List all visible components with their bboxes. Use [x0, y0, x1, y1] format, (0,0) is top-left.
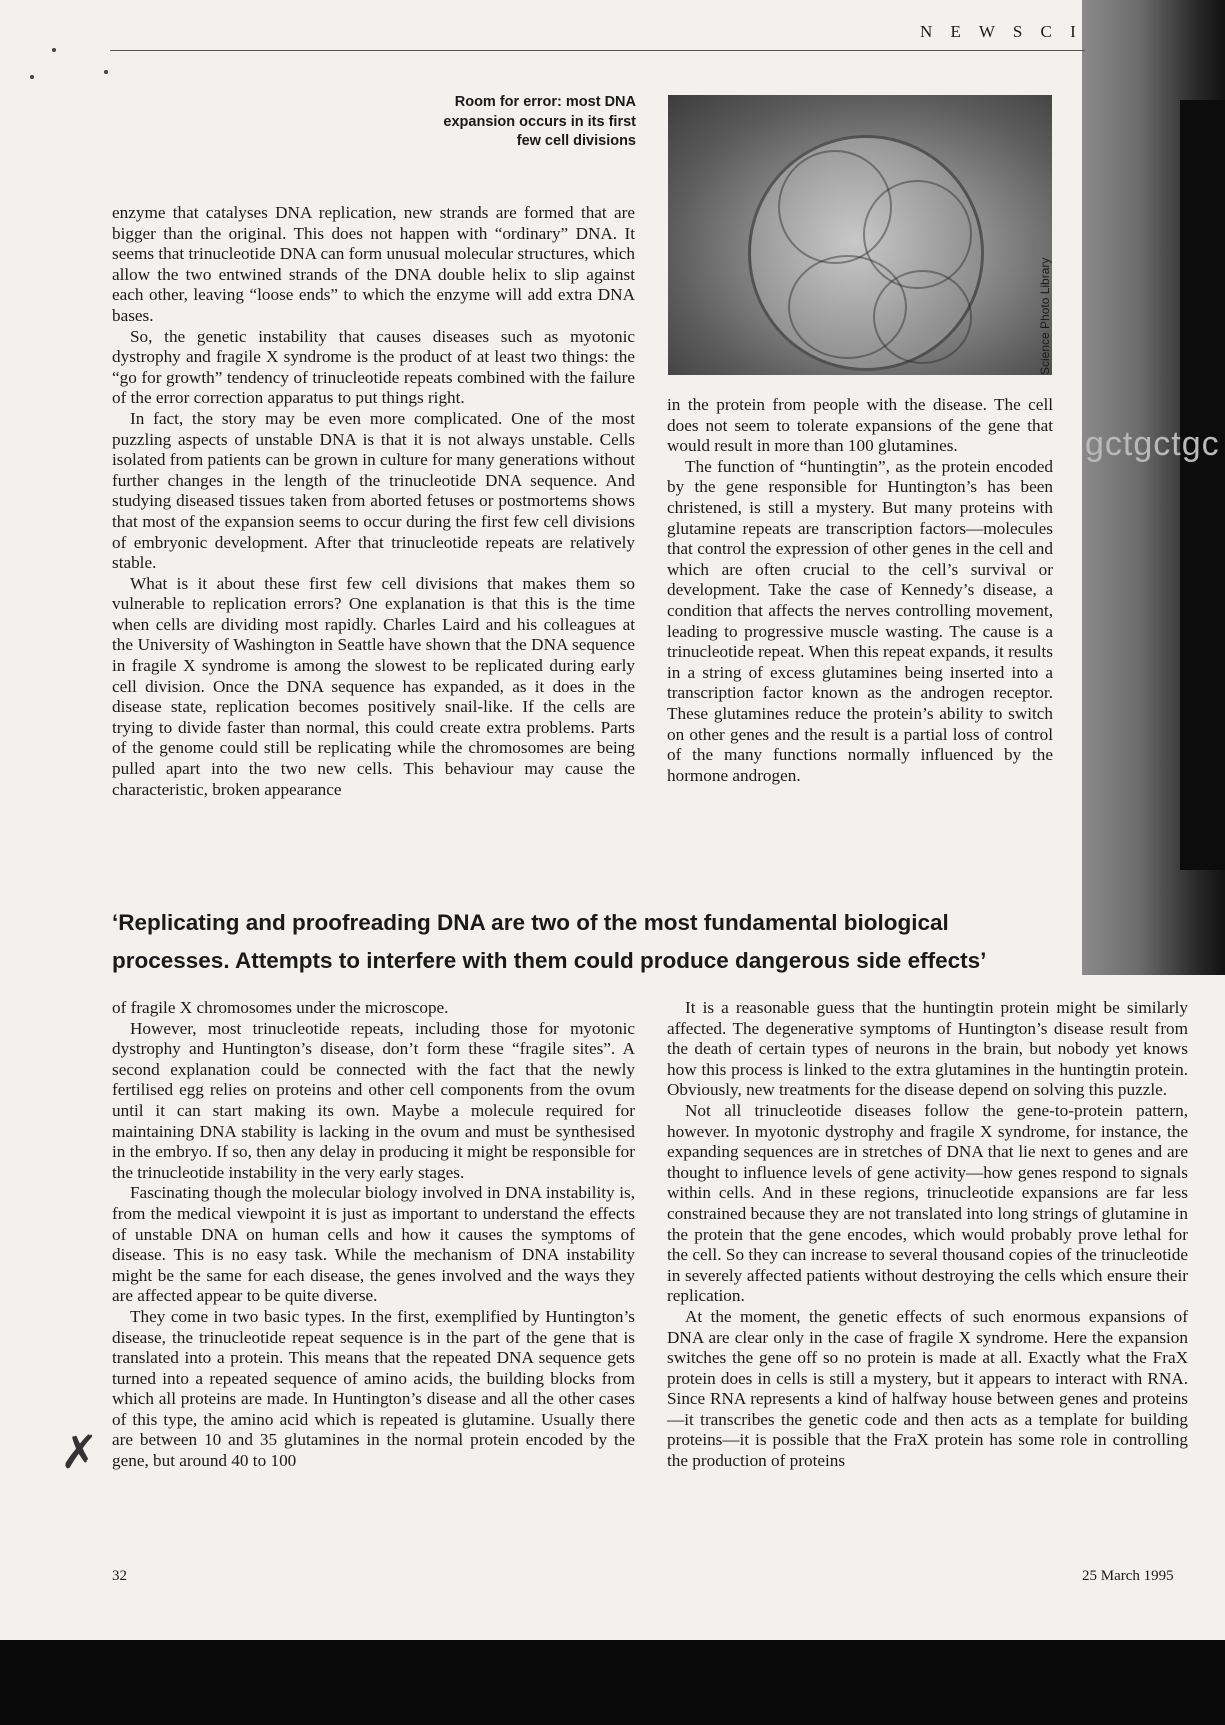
issue-date: 25 March 1995	[1082, 1568, 1174, 1584]
photo-credit: Science Photo Library	[1038, 257, 1052, 375]
scan-speck	[30, 75, 34, 79]
handwritten-star-mark: ✗	[60, 1425, 99, 1479]
page-number: 32	[112, 1568, 127, 1584]
paragraph: in the protein from people with the disease. The cell does not seem to tolerate expansions of the gene that would result in more than 100 glutamines.	[667, 395, 1053, 456]
column-4	[667, 998, 1188, 1472]
header-rule	[110, 50, 1085, 51]
scan-edge-shadow	[1180, 100, 1225, 870]
pull-quote: ‘Replicating and proofreading DNA are two of the most fundamental biological processes. Attempts to interfere with them could produce dangerous side effects’	[112, 910, 987, 973]
scan-bottom-edge	[0, 1640, 1225, 1725]
paragraph: In fact, the story may be even more complicated. One of the most puzzling aspects of unstable DNA is that it is not always unstable. Cells isolated from patients can be grown in culture for many generations without further changes in the length of the trinucleotide DNA sequence. And studying diseased tissues taken from aborted fetuses or postmortems shows that most of the expansion seems to occur during the first few cell divisions of embryonic development. After that trinucleotide repeats are relatively stable.	[112, 408, 635, 573]
column-1	[112, 203, 635, 800]
column-3	[112, 998, 635, 1472]
paragraph: However, most trinucleotide repeats, including those for myotonic dystrophy and Huntington’s disease, don’t form these “fragile sites”. A second explanation could be connected with the fact that the newly fertilised egg relies on proteins and other cell components from the ovum until it can start making its own. Maybe a molecule required for maintaining DNA stability is lacking in the ovum and must be synthesised in the embryo. If so, then any delay in producing it might be responsible for the trinucleotide instability in the very early stages.	[112, 1018, 635, 1182]
embryo-photo	[668, 95, 1052, 375]
scan-speck	[52, 48, 56, 52]
paragraph: So, the genetic instability that causes diseases such as myotonic dystrophy and fragile X syndrome is the product of at least two things: the “go for growth” tendency of trinucleotide repeats combined with the failure of the error correction apparatus to put things right.	[112, 326, 635, 408]
paragraph: At the moment, the genetic effects of such enormous expansions of DNA are clear only in the case of fragile X syndrome. Here the expansion switches the gene off so no protein is made at all. Exactly what the FraX protein does in cells is still a mystery, but it appears to interact with RNA. Since RNA represents a kind of halfway house between genes and proteins—it transcribes the genetic code and then acts as a template for building proteins—it is possible that the FraX protein has some role in controlling the production of proteins	[667, 1306, 1188, 1471]
masthead: N E W S C I	[920, 22, 1083, 41]
paragraph: Fascinating though the molecular biology involved in DNA instability is, from the medical viewpoint it is just as important to understand the effects of unstable DNA on human cells and how it causes the symptoms of disease. This is no easy task. While the mechanism of DNA instability might be the same for each disease, the genes involved and the ways they are affected appear to be quite diverse.	[112, 1183, 635, 1306]
paragraph: It is a reasonable guess that the huntingtin protein might be similarly affected. The degenerative symptoms of Huntington’s disease result from the death of certain types of neurons in the brain, but nobody yet knows how this process is linked to the extra glutamines in the huntingtin protein. Obviously, new treatments for the disease depend on solving this puzzle.	[667, 998, 1188, 1100]
paragraph: of fragile X chromosomes under the microscope.	[112, 998, 449, 1017]
scan-speck	[104, 70, 108, 74]
photo-caption: Room for error: most DNA expansion occurs in its first few cell divisions	[443, 94, 636, 149]
paragraph: The function of “huntingtin”, as the protein encoded by the gene responsible for Huntington’s has been christened, is still a mystery. But many proteins with glutamine repeats are transcription factors—molecules that control the expression of other genes in the cell and which are often crucial to the cell’s survival or development. Take the case of Kennedy’s disease, a condition that affects the nerves controlling movement, leading to progressive muscle wasting. The cause is a trinucleotide repeat. When this repeat expands, it results in a string of excess glutamines being inserted into a transcription factor known as the androgen receptor. These glutamines reduce the protein’s ability to switch on other genes and the result is a partial loss of control of the many functions normally influenced by the hormone androgen.	[667, 456, 1053, 785]
paragraph: They come in two basic types. In the first, exemplified by Huntington’s disease, the trinucleotide repeat sequence is in the part of the gene that is translated into a protein. This means that the repeated DNA sequence gets turned into a repeated sequence of amino acids, the building blocks from which all proteins are made. In Huntington’s disease and all the other cases of this type, the amino acid which is repeated is glutamine. Usually there are between 10 and 35 glutamines in the normal protein encoded by the gene, but around 40 to 100	[112, 1306, 635, 1471]
column-2	[667, 395, 1053, 786]
paragraph: enzyme that catalyses DNA replication, new strands are formed that are bigger than the original. This does not happen with “ordinary” DNA. It seems that trinucleotide DNA can form unusual molecular structures, which allow the two entwined strands of the DNA double helix to slip against each other, leaving “loose ends” to which the enzyme will add extra DNA bases.	[112, 203, 635, 325]
paragraph: What is it about these first few cell divisions that makes them so vulnerable to replication errors? One explanation is that this is the time when cells are dividing most rapidly. Charles Laird and his colleagues at the University of Washington in Seattle have shown that the DNA sequence in fragile X syndrome is among the slowest to be replicated during early cell division. Once the DNA sequence has expanded, as it does in the disease state, replication becomes positively snail-like. If the cells are trying to divide faster than normal, this could create extra problems. Parts of the genome could still be replicating while the chromosomes are being pulled apart into the two new cells. This behaviour may cause the characteristic, broken appearance	[112, 573, 635, 799]
paragraph: Not all trinucleotide diseases follow the gene-to-protein pattern, however. In myotonic dystrophy and fragile X syndrome, for instance, the expanding sequences are in stretches of DNA that lie next to genes and are thought to influence levels of gene activity—how genes respond to signals within cells. And in these regions, trinucleotide expansions are far less constrained because they are not translated into long strings of glutamine in the protein that the gene encodes, which would probably prove lethal for the cell. So they can increase to several thousand copies of the trinucleotide in severely affected patients without destroying the cells which ensure their replication.	[667, 1100, 1188, 1306]
embryo-cell	[873, 270, 972, 364]
edge-text-fragment: gctgctgc	[1085, 425, 1220, 463]
